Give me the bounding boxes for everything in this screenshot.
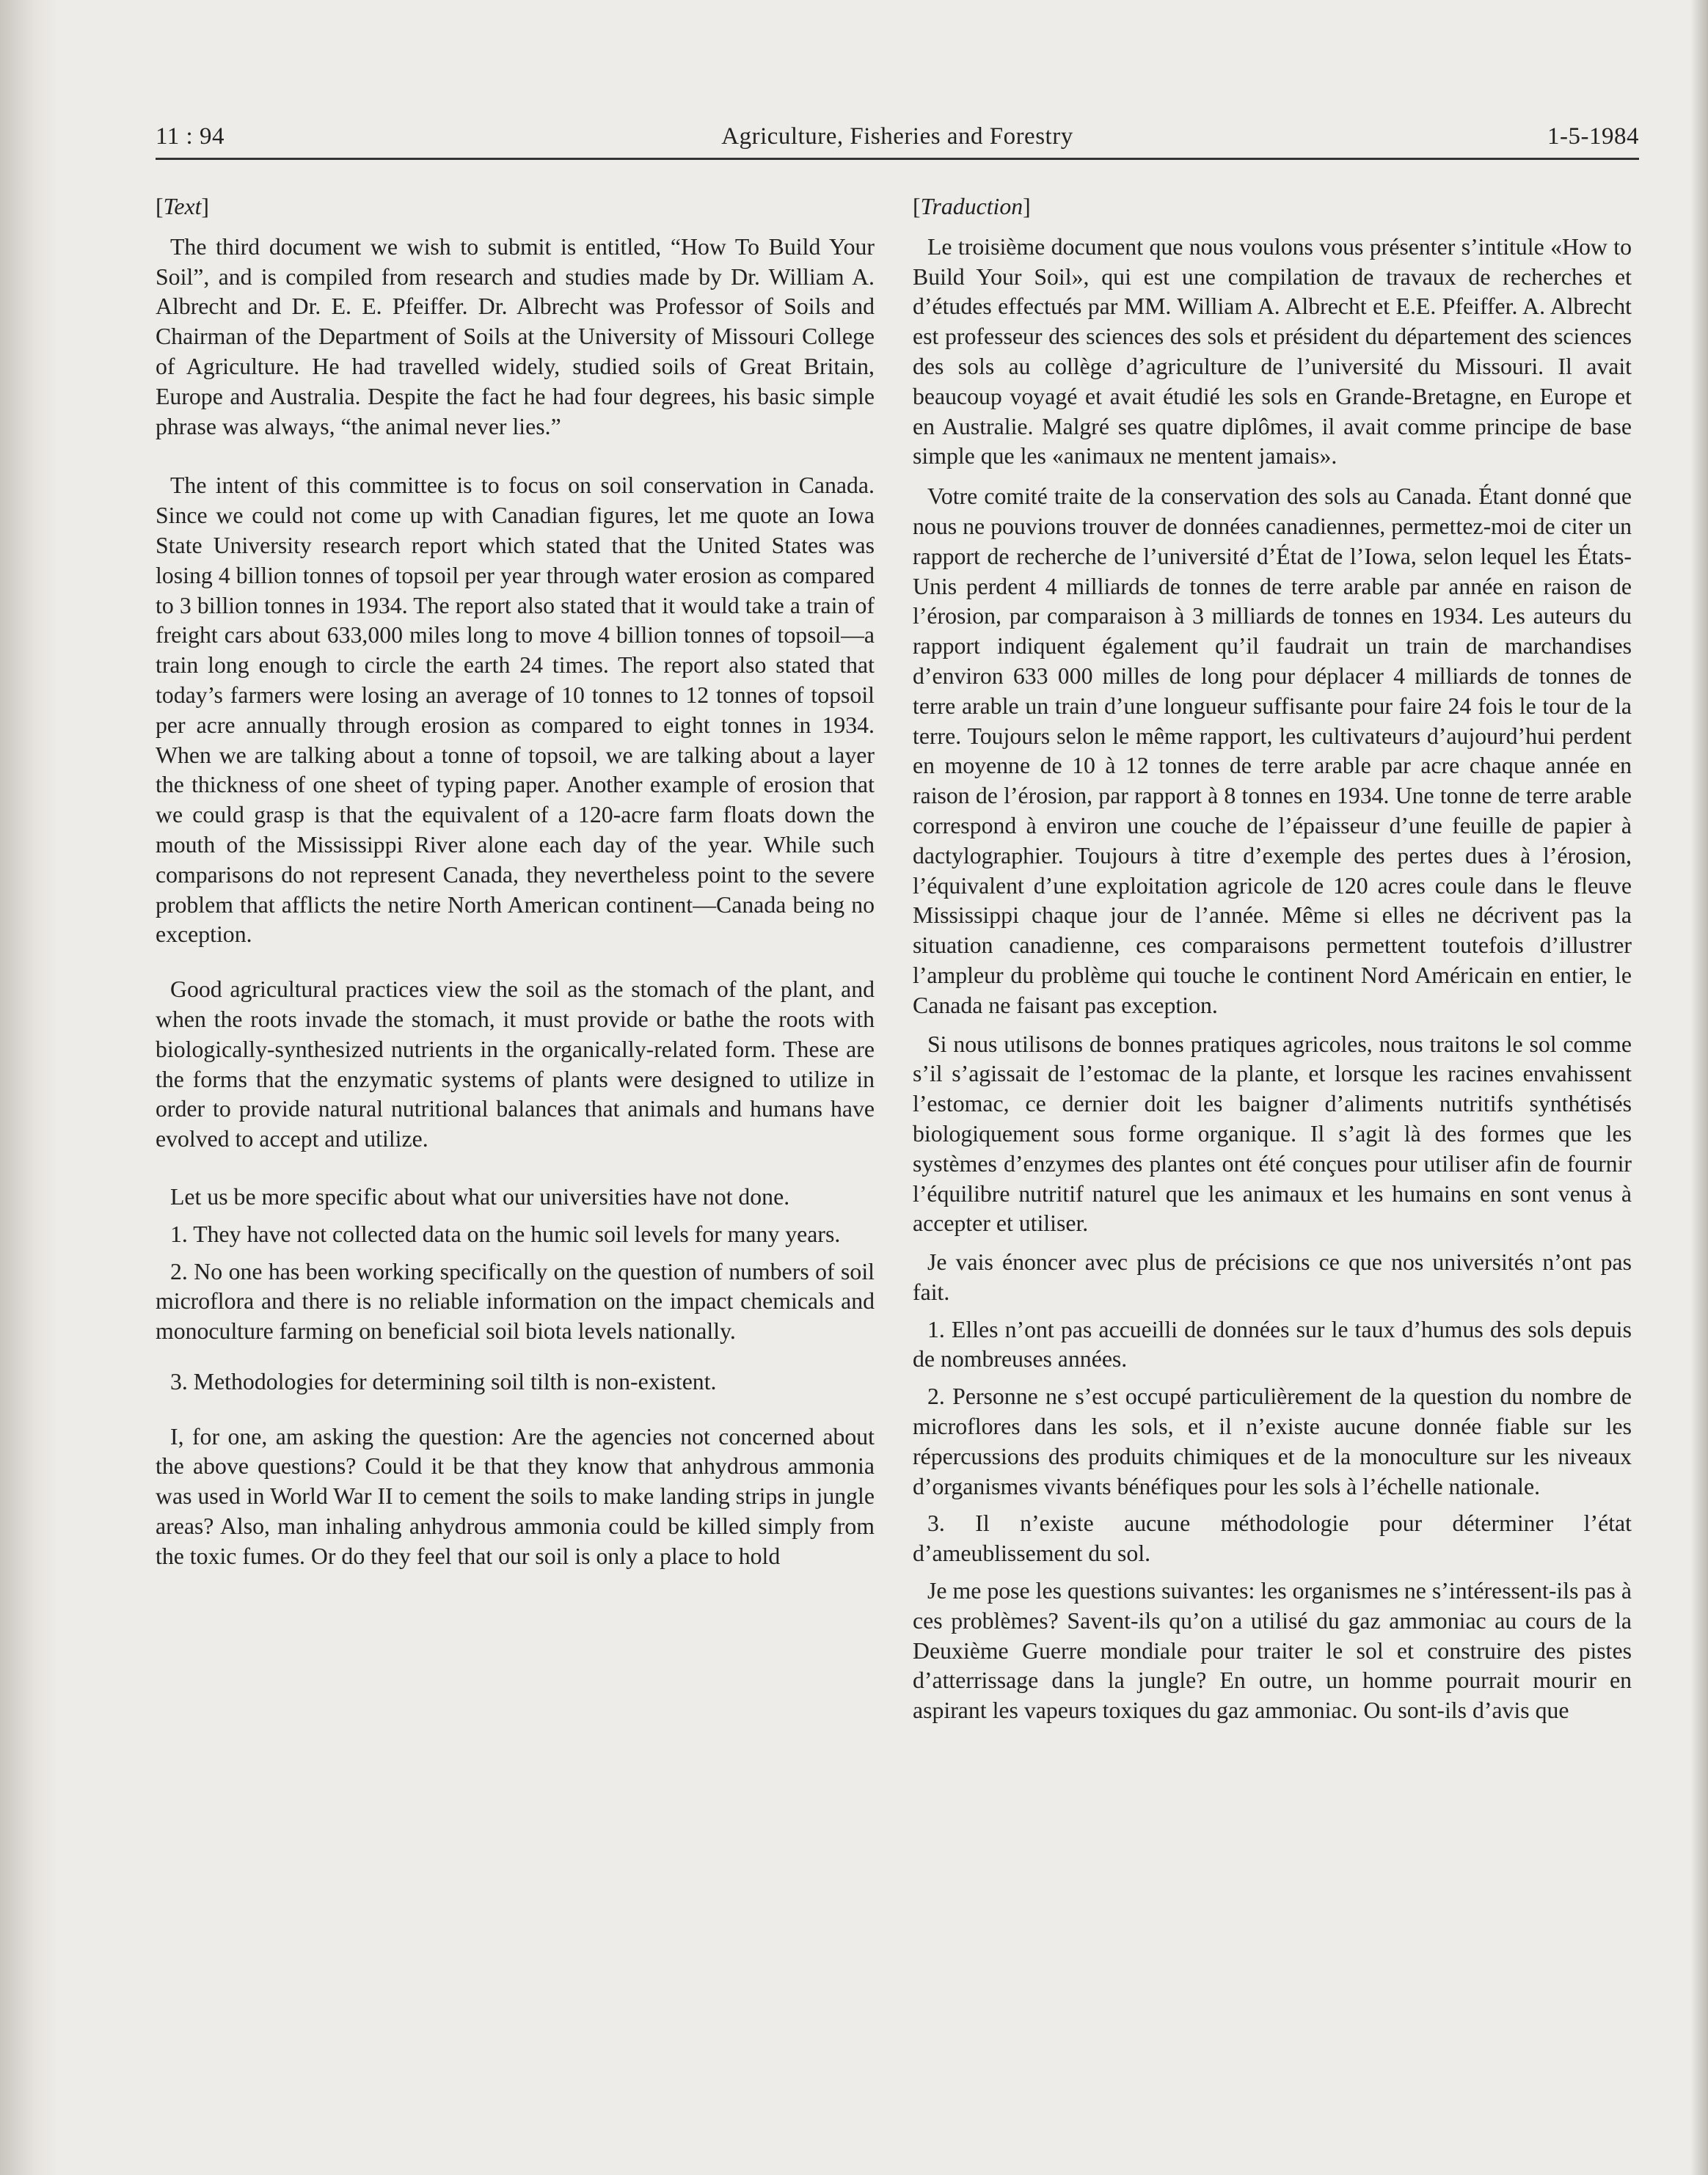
list-item: 2. No one has been working specifically on the question of numbers of soil microflora and there is no reliable information on the impact chemicals and monoculture farming on beneficial soil biota levels nationally. [156, 1258, 875, 1345]
header-rule [156, 158, 1639, 160]
french-column-label: [Traduction] [913, 194, 1031, 219]
page-edge-shadow [1690, 0, 1708, 2175]
paragraph: I, for one, am asking the question: Are the agencies not concerned about the above questions? Could it be that they know that anhydrous ammonia was used in World War II to cement the soils to make landing strips in jungle areas? Also, man inhaling anhydrous ammonia could be killed simply from the toxic fumes. Or do they feel that our soil is only a place to hold [156, 1423, 875, 1569]
paragraph: The third document we wish to submit is entitled, “How To Build Your Soil”, and is compiled from research and studies made by Dr. William A. Albrecht and Dr. E. E. Pfeiffer. Dr. Albrecht was Professor of Soils and Chairman of the Department of Soils at the University of Missouri College of Agriculture. He had travelled widely, studied soils of Great Britain, Europe and Australia. Despite the fact he had four degrees, his basic simple phrase was always, “the animal never lies.” [156, 233, 875, 439]
list-item: 1. They have not collected data on the humic soil levels for many years. [170, 1221, 841, 1247]
paragraph: Votre comité traite de la conservation des sols au Canada. Étant donné que nous ne pouvions trouver de données canadiennes, permettez-moi de citer un rapport de recherche de l’université d’État de l’Iowa, selon lequel les États-Unis perdent 4 milliards de tonnes de terre arable par année en raison de l’érosion, par comparaison à 3 milliards de tonnes en 1934. Les auteurs du rapport indiquent également qu’il faudrait un train de marchandises d’environ 633 000 milles de long pour déplacer 4 milliards de tonnes de terre arable un train d’une longueur suffisante pour faire 24 fois le tour de la terre. Toujours selon le même rapport, les cultivateurs d’aujourd’hui perdent en moyenne de 10 à 12 tonnes de terre arable par acre chaque année en raison de l’érosion, par rapport à 8 tonnes en 1934. Une tonne de terre arable correspond à environ une couche de l’épaisseur d’une feuille de papier à dactylographier. Toujours à titre d’exemple des pertes dues à l’érosion, l’équivalent d’une exploitation agricole de 120 acres coule dans le fleuve Mississippi chaque jour de l’année. Même si elles ne décrivent pas la situation canadienne, ces comparaisons permettent toutefois d’illustrer l’ampleur du problème qui touche le continent Nord Américain en entier, le Canada ne faisant pas exception. [913, 483, 1632, 1018]
list-item: 3. Methodologies for determining soil tilth is non-existent. [170, 1368, 717, 1394]
paragraph: Let us be more specific about what our universities have not done. [170, 1183, 790, 1210]
publication-title: Agriculture, Fisheries and Forestry [721, 123, 1073, 150]
paragraph: Je me pose les questions suivantes: les organismes ne s’intéressent-ils pas à ces problèmes? Savent-ils qu’on a utilisé du gaz ammoniac au cours de la Deuxième Guerre mondiale pour traiter le sol et construire des pistes d’atterrissage dans la jungle? En outre, un homme pourrait mourir en aspirant les vapeurs toxiques du gaz ammoniac. Ou sont-ils d’avis que [913, 1578, 1632, 1724]
paragraph: Good agricultural practices view the soil as the stomach of the plant, and when the roots invade the stomach, it must provide or bathe the roots with biologically-synthesized nutrients in the organically-related form. These are the forms that the enzymatic systems of plants were designed to utilize in order to provide natural nutritional balances that animals and humans have evolved to accept and utilize. [156, 976, 875, 1152]
english-column [156, 192, 875, 1572]
paragraph: The intent of this committee is to focus on soil conservation in Canada. Since we could not come up with Canadian figures, let me quote an Iowa State University research report which stated that the United States was losing 4 billion tonnes of topsoil per year through water erosion as compared to 3 billion tonnes in 1934. The report also stated that it would take a train of freight cars about 633,000 miles long to move 4 billion tonnes of topsoil—a train long enough to circle the earth 24 times. The report also stated that today’s farmers were losing an average of 10 tonnes to 12 tonnes of topsoil per acre annually through erosion as compared to eight tonnes in 1934. When we are talking about a tonne of topsoil, we are talking about a layer the thickness of one sheet of typing paper. Another example of erosion that we could grasp is that the equivalent of a 120-acre farm floats down the mouth of the Mississippi River alone each day of the year. While such comparisons do not represent Canada, they nevertheless point to the severe problem that afflicts the netire North American continent—Canada being no exception. [156, 472, 875, 948]
running-header [156, 119, 1639, 163]
paragraph: Je vais énoncer avec plus de précisions ce que nos universités n’ont pas fait. [913, 1249, 1632, 1305]
paragraph: Le troisième document que nous voulons vous présenter s’intitule «How to Build Your Soil», qui est une compilation de travaux de recherches et d’études effectués par MM. William A. Albrecht et E.E. Pfeiffer. A. Albrecht est professeur des sciences des sols et président du département des sciences des sols au collège d’agriculture de l’université du Missouri. Il avait beaucoup voyagé et avait étudié les sols en Grande-Bretagne, en Europe et en Australie. Malgré ses quatre diplômes, il avait comme principe de base simple que les «animaux ne mentent jamais». [913, 233, 1632, 469]
paragraph: Si nous utilisons de bonnes pratiques agricoles, nous traitons le sol comme s’il s’agissait de l’estomac de la plante, et lorsque les racines envahissent l’estomac, ce dernier doit les baigner d’aliments nutritifs synthétisés biologiquement sous forme organique. Il s’agit là des formes que les systèmes d’enzymes des plantes ont été conçues pour utiliser afin de fournir l’équilibre nutritif naturel que les animaux et les humains en sont venus à accepter et utiliser. [913, 1031, 1632, 1237]
french-column [913, 192, 1632, 1726]
list-item: 2. Personne ne s’est occupé particulièrement de la question du nombre de microflores dans les sols, et il n’existe aucune donnée fiable sur les répercussions des produits chimiques et de la monoculture sur les niveaux d’organismes vivants bénéfiques pour les sols à l’échelle nationale. [913, 1383, 1632, 1499]
page-spine-shadow [0, 0, 59, 2175]
list-item: 1. Elles n’ont pas accueilli de données sur le taux d’humus des sols depuis de nombreuses années. [913, 1316, 1632, 1372]
issue-date: 1-5-1984 [1547, 123, 1639, 150]
english-column-label: [Text] [156, 194, 210, 219]
page-number: 11 : 94 [156, 123, 225, 150]
list-item: 3. Il n’existe aucune méthodologie pour déterminer l’état d’ameublissement du sol. [913, 1510, 1632, 1567]
